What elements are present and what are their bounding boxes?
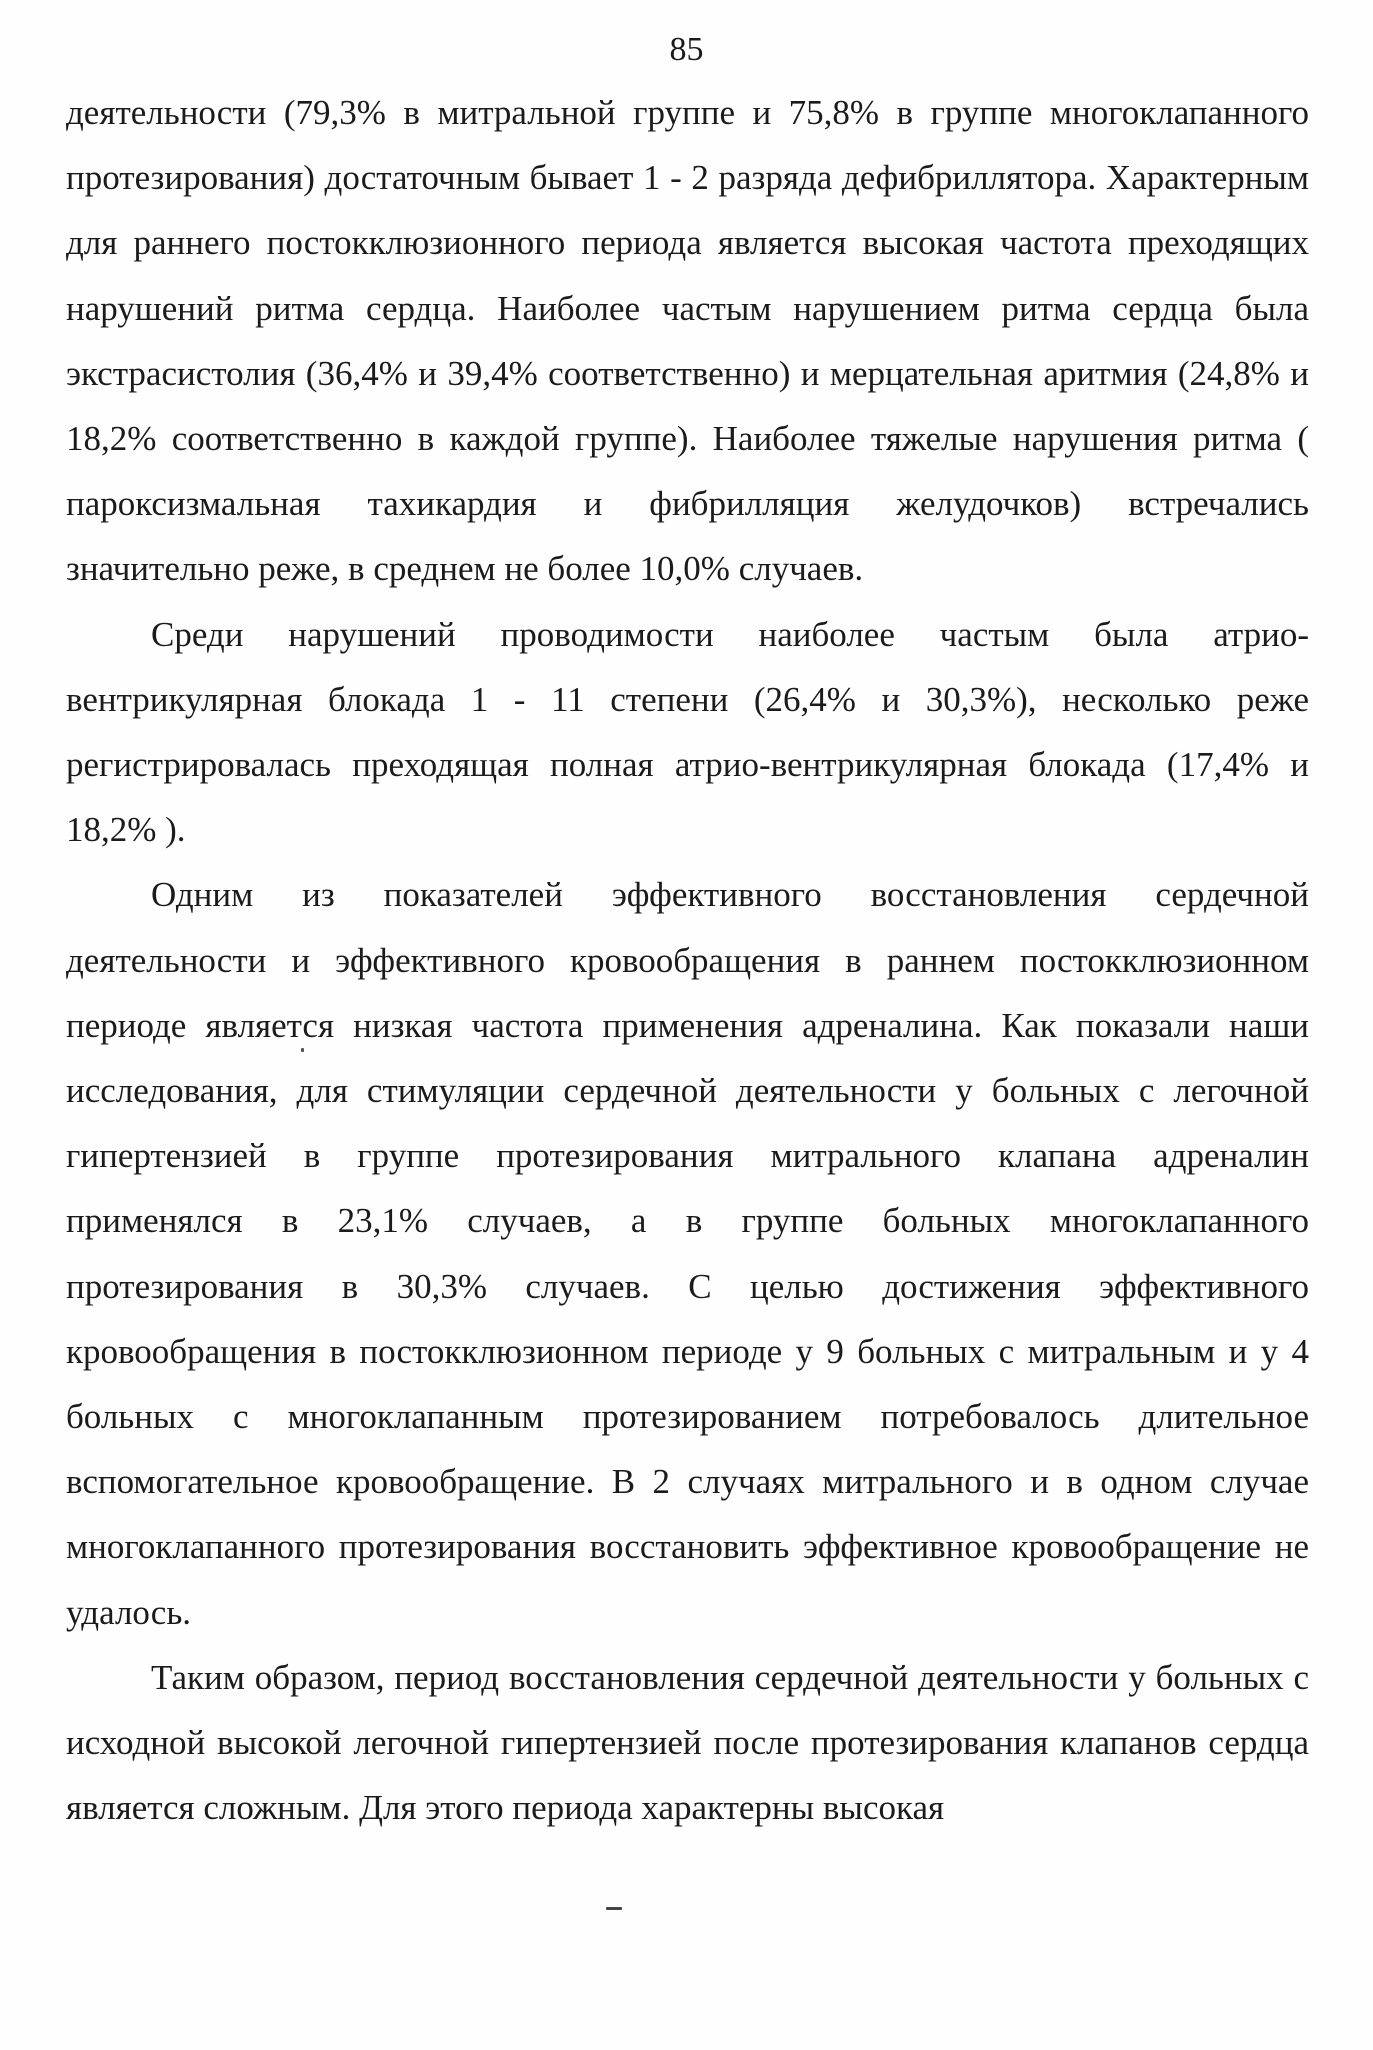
page-number: 85: [669, 31, 704, 68]
paragraph-adrenaline: Одним из показателей эффективного восстановления сердечной деятельности и эффективного кровообращения в раннем постокклюзионном периоде является низкая частота применения адреналина. Как показали наши исследования, для стимуляции сердечной деятельности у больных с легочной гипертензией в группе протезирования митрального клапана адреналин применялся в 23,1% случаев, а в группе больных многоклапанного протезирования в 30,3% случаев. С целью достижения эффективного кровообращения в постокклюзионном периоде у 9 больных с митральным и у 4 больных с многоклапанным протезированием потребовалось длительное вспомогательное кровообращение. В 2 случаях митрального и в одном случае многоклапанного протезирования восстановить эффективное кровообращение не удалось.: [66, 875, 1309, 1632]
paragraph-arrhythmia: деятельности (79,3% в митральной группе и 75,8% в группе многоклапанного протезирования) достаточным бывает 1 - 2 разряда дефибриллятора. Характерным для раннего постокклюзионного периода является высокая частота преходящих нарушений ритма сердца. Наиболее частым нарушением ритма сердца была экстрасистолия (36,4% и 39,4% соответственно) и мерцательная аритмия (24,8% и 18,2% соответственно в каждой группе). Наиболее тяжелые нарушения ритма ( пароксизмальная тахикардия и фибрилляция желудочков) встречались значительно реже, в среднем не более 10,0% случаев.: [66, 93, 1309, 589]
scan-speck: [606, 1907, 622, 1910]
body-text: [66, 80, 1309, 1840]
paragraph-conduction: Среди нарушений проводимости наиболее частым была атрио-вентрикулярная блокада 1 - 11 степени (26,4% и 30,3%), несколько реже регистрировалась преходящая полная атрио-вентрикулярная блокада (17,4% и 18,2% ).: [66, 614, 1309, 850]
paragraph-conclusion: Таким образом, период восстановления сердечной деятельности у больных с исходной высокой легочной гипертензией после протезирования клапанов сердца является сложным. Для этого периода характерны высокая: [66, 1657, 1309, 1828]
scan-speck: [301, 1048, 304, 1052]
